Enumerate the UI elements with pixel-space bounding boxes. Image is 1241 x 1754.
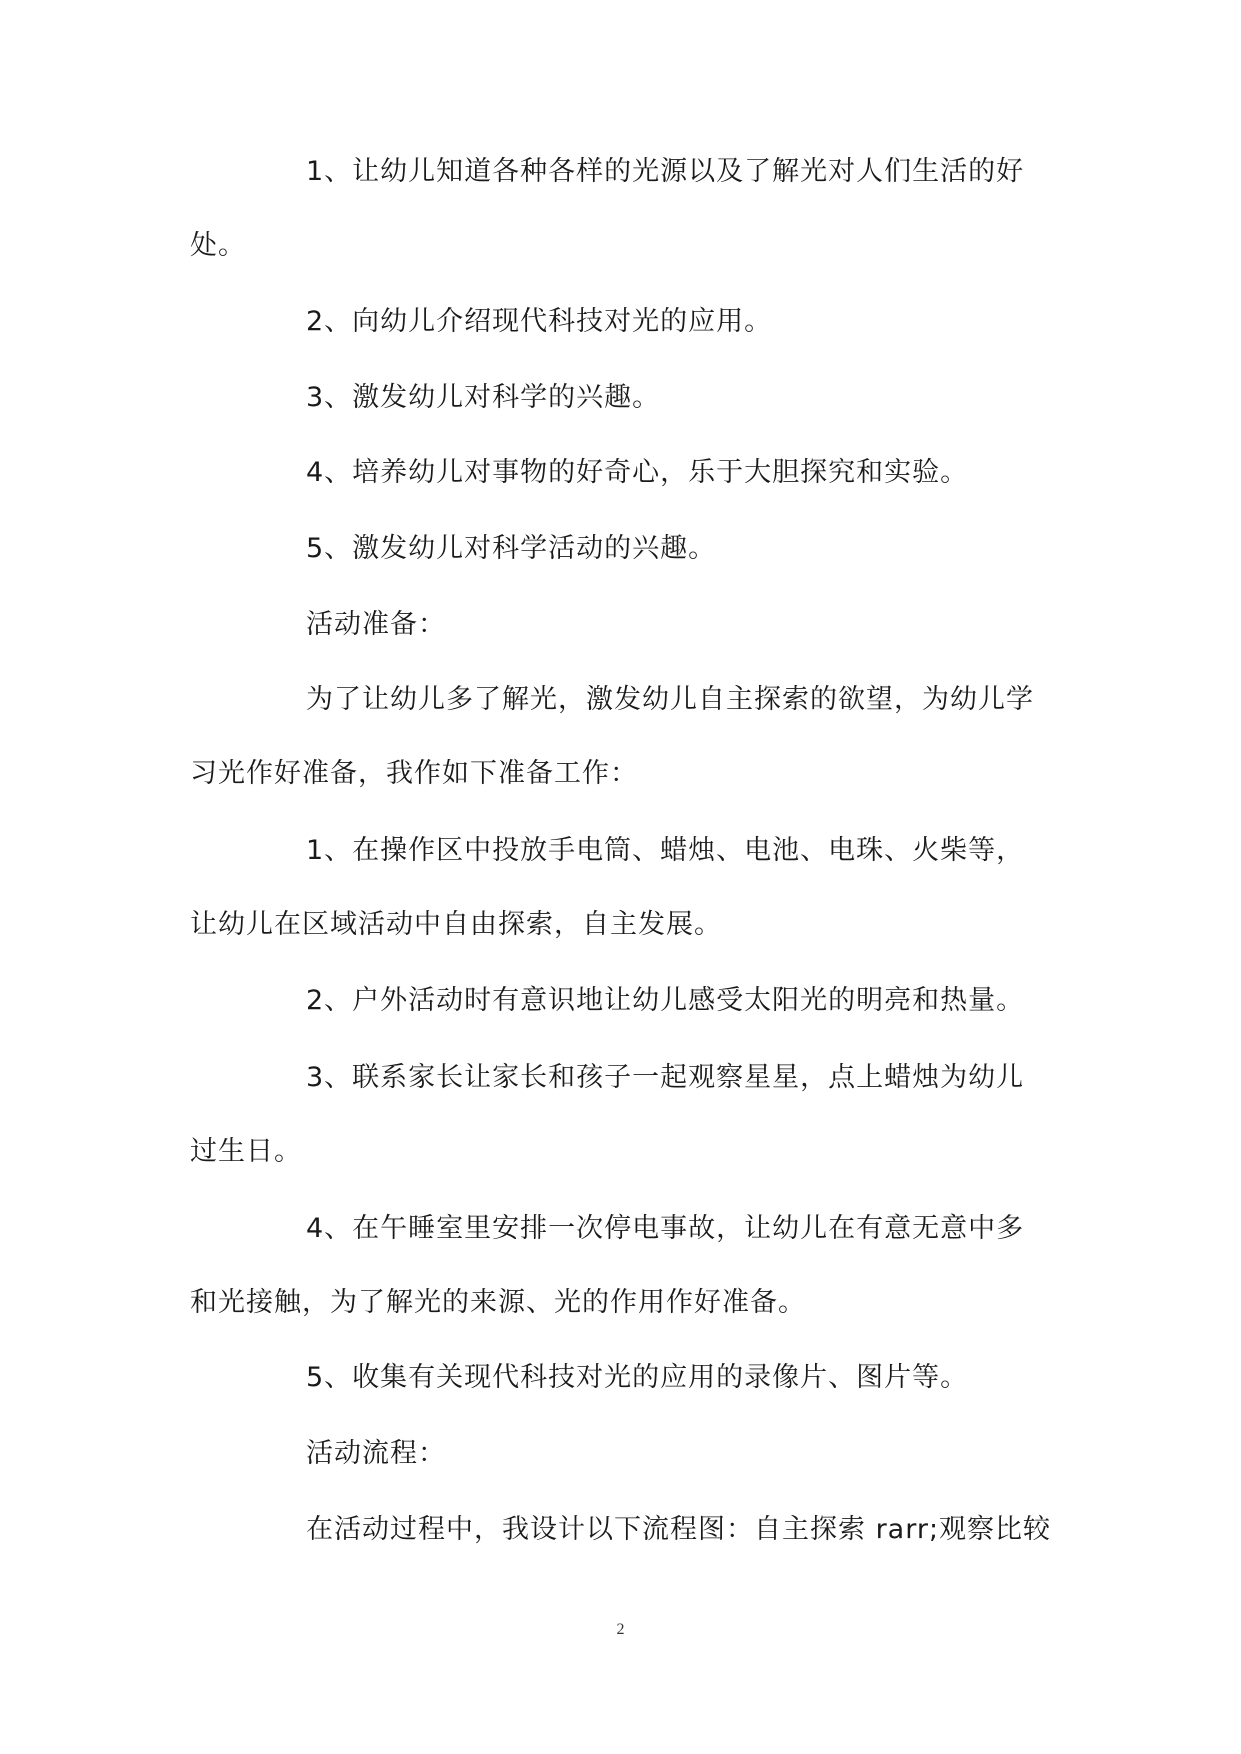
preparation-heading: 活动准备： xyxy=(306,609,446,640)
goal-item-3: 3、激发幼儿对科学的兴趣。 xyxy=(306,382,661,413)
preparation-item-5: 5、收集有关现代科技对光的应用的录像片、图片等。 xyxy=(306,1362,969,1393)
preparation-item-4-line-2: 和光接触，为了解光的来源、光的作用作好准备。 xyxy=(190,1287,806,1318)
goal-item-1-line-2: 处。 xyxy=(190,230,246,261)
goal-item-2: 2、向幼儿介绍现代科技对光的应用。 xyxy=(306,306,773,337)
preparation-item-3-line-2: 过生日。 xyxy=(190,1136,302,1167)
goal-item-5: 5、激发幼儿对科学活动的兴趣。 xyxy=(306,533,717,564)
preparation-intro-line-1: 为了让幼儿多了解光，激发幼儿自主探索的欲望，为幼儿学 xyxy=(306,684,1034,715)
page-number: 2 xyxy=(616,1621,625,1638)
preparation-intro-line-2: 习光作好准备，我作如下准备工作： xyxy=(190,758,638,789)
preparation-item-3-line-1: 3、联系家长让家长和孩子一起观察星星，点上蜡烛为幼儿 xyxy=(306,1062,1025,1093)
preparation-item-4-line-1: 4、在午睡室里安排一次停电事故，让幼儿在有意无意中多 xyxy=(306,1213,1025,1244)
preparation-item-1-line-1: 1、在操作区中投放手电筒、蜡烛、电池、电珠、火柴等， xyxy=(306,835,1025,866)
process-intro-line-1: 在活动过程中，我设计以下流程图：自主探索 rarr;观察比较 xyxy=(306,1514,1052,1545)
goal-item-1-line-1: 1、让幼儿知道各种各样的光源以及了解光对人们生活的好 xyxy=(306,156,1025,187)
process-heading: 活动流程： xyxy=(306,1438,446,1469)
preparation-item-1-line-2: 让幼儿在区域活动中自由探索，自主发展。 xyxy=(190,909,722,940)
goal-item-4: 4、培养幼儿对事物的好奇心，乐于大胆探究和实验。 xyxy=(306,457,969,488)
preparation-item-2: 2、户外活动时有意识地让幼儿感受太阳光的明亮和热量。 xyxy=(306,985,1025,1016)
